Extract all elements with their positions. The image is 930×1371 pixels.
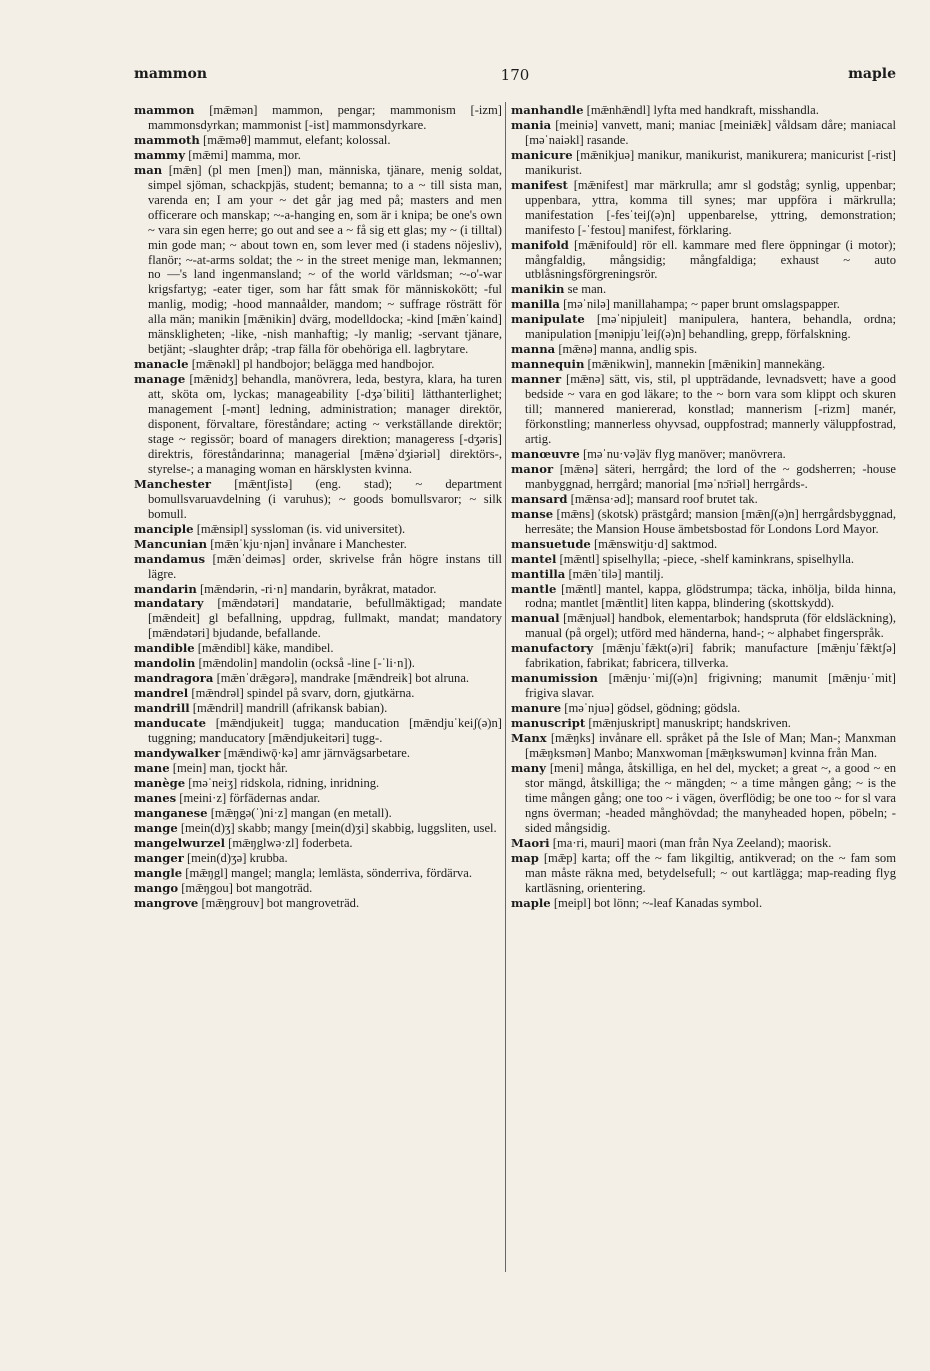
entry-headword: manes — [134, 790, 177, 805]
entry-headword: mantle — [511, 581, 557, 596]
dictionary-entry — [511, 492, 896, 507]
dictionary-entry — [511, 552, 896, 567]
entry-headword: manner — [511, 372, 562, 387]
entry-headword: manipulate — [511, 312, 585, 327]
entry-definition: [mǣnə] sätt, vis, stil, pl uppträdande, levnadsvett; have a good bedside ~ vara en god läkare; to the ~ born vara som klippt och skuren till; mannered maniererad, konstlad; mannerism [-rizm] manér, förkonstling; mannerless ohyvsad, ouppfostrad; mannerly väluppfostrad, artig. — [525, 372, 896, 446]
entry-definition: [mǣŋgrouv] bot mangroveträd. — [201, 895, 360, 910]
entry-headword: Maori — [511, 835, 550, 850]
dictionary-entry — [511, 671, 896, 701]
entry-definition: [meipl] bot lönn; ~-leaf Kanadas symbol. — [553, 895, 763, 910]
entry-headword: mannequin — [511, 357, 585, 372]
dictionary-entry — [511, 357, 896, 372]
entry-headword: mango — [134, 880, 179, 895]
entry-definition: [mǣŋglwə·zl] foderbeta. — [228, 835, 353, 850]
dictionary-entry — [511, 701, 896, 716]
entry-definition: [mǣp] karta; off the ~ fam likgiltig, antikverad; on the ~ fam som man måste räkna med, betydelsefull; ~ out kartlägga; map-reading flyg kartläsning, orientering. — [525, 850, 896, 895]
entry-headword: mane — [134, 760, 170, 775]
entry-definition: [mǣntʃistə] (eng. stad); ~ department bomullsvaruavdelning (i varuhus); ~ goods bomullsvaror; ~ silk bomull. — [148, 476, 503, 521]
entry-definition: [mǣndibl] käke, mandibel. — [197, 641, 334, 656]
entry-definition: [mǣnˈkju·njən] invånare i Manchester. — [210, 536, 407, 551]
entry-definition: [mǣndolin] mandolin (också -line [-ˈli·n]). — [198, 656, 415, 671]
entry-definition: [mǣnjuəl] handbok, elementarbok; handspruta (för eldsläckning), manual (på orgel); utförd med händerna, hand-; ~ alphabet fingerspråk. — [525, 611, 896, 641]
dictionary-entry — [134, 148, 502, 163]
entry-headword: mansard — [511, 491, 568, 506]
entry-definition: [meiniə] vanvett, mani; maniac [meiniǣk] våldsam dåre; maniacal [məˈnaiəkl] rasande. — [525, 117, 896, 147]
entry-headword: man — [134, 162, 163, 177]
dictionary-entry — [511, 567, 896, 582]
entry-headword: Mancunian — [134, 536, 208, 551]
entry-headword: mammy — [134, 147, 186, 162]
dictionary-entry — [511, 716, 896, 731]
entry-headword: manilla — [511, 297, 560, 312]
dictionary-entry — [511, 851, 896, 896]
dictionary-entry — [134, 596, 502, 641]
dictionary-entry — [134, 836, 502, 851]
entry-definition: [mǣnsipl] syssloman (is. vid universitet). — [196, 521, 406, 536]
dictionary-entry — [134, 103, 502, 133]
entry-headword: mandragora — [134, 671, 214, 686]
entry-headword: map — [511, 850, 539, 865]
entry-definition: [məˈnjuə] gödsel, gödning; gödsla. — [564, 701, 741, 716]
entry-definition: [mǣndrəl] spindel på svarv, dorn, gjutkärna. — [191, 686, 415, 701]
entry-definition: [mǣnswitju·d] saktmod. — [593, 536, 718, 551]
dictionary-entry — [511, 118, 896, 148]
left-column — [134, 103, 502, 910]
right-column — [511, 103, 896, 910]
dictionary-entry — [511, 896, 896, 911]
entry-headword: mammon — [134, 103, 195, 117]
entry-definition: [məˈneiʒ] ridskola, ridning, inridning. — [188, 775, 380, 790]
entry-definition: [mǣn] (pl men [men]) man, människa, tjänare, menig soldat, simpel sjöman, schackpjäs, student; bemanna; to a ~ till sista man, varenda en; I am your ~ det går jag med på; masters and men officerare och manskap; ~-a-hanging en, som är i knipa; be one's own ~ vara sin egen herre; go out and see a ~ få sig ett glas; my ~ (i tilltal) min gode man; ~ about town en, som lever med (i stadens nöjesliv), flanör; ~-at-arms soldat; the ~ in the street menige man, lekmannen; no —'s land ingenmansland; ~ of the world världsman; ~-o'-war krigsfartyg; -eater tiger, som har fått smak för människokött; -ful manlig, modig; -hood mannaålder, mandom; ~ suffrage rösträtt för alla män; manikin [mǣnikin] dvärg, modelldocka; -kind [mǣnˈkaind] mänskligheten; -like, -nish manhaftig; -ly manlig; -servant tjänare, betjänt; -slaughter dråp; -trap fälla för obehöriga ell. lagbrytare. — [148, 162, 502, 357]
dictionary-entry — [134, 866, 502, 881]
entry-definition: [mǣnifould] rör ell. kammare med flere öppningar (i motor); mångfaldig, mångsidig; mångfaldiga; exhaust ~ auto utblåsningsförgreningsrör. — [525, 237, 897, 282]
dictionary-entry — [511, 582, 896, 612]
entry-headword: mandywalker — [134, 745, 221, 760]
entry-headword: manor — [511, 461, 554, 476]
dictionary-entry — [511, 372, 896, 447]
entry-headword: mammoth — [134, 132, 200, 147]
entry-headword: manual — [511, 611, 560, 626]
entry-definition: [mǣndətəri] mandatarie, befullmäktigad; mandate [mǣndeit] gl befallning, uppdrag, fullmakt, mandat; mandatory [mǣndətəri] bjudande, befallande. — [148, 596, 502, 641]
entry-headword: mandrel — [134, 686, 189, 701]
entry-definition: [mǣndril] mandrill (afrikansk babian). — [192, 701, 388, 716]
entry-definition: [mǣŋgə(ˈ)ni·z] mangan (en metall). — [210, 805, 392, 820]
entry-headword: manikin — [511, 282, 565, 297]
dictionary-entry — [134, 641, 502, 656]
entry-headword: maple — [511, 895, 551, 910]
dictionary-entry — [511, 537, 896, 552]
entry-headword: many — [511, 760, 546, 775]
dictionary-entry — [134, 851, 502, 866]
entry-definition: [mǣnidʒ] behandla, manövrera, leda, bestyra, klara, ha turen att, sköta om, lyckas; manageability [-dʒəˈbiliti] lätthanterlighet; management [-mənt] ledning, administration; manager direktör, disponent, förvaltare, föreståndare; acting ~ verkställande direktör; stage ~ regissör; board of managers direktion; manageress [-dʒəris] direktris, föreståndarinna; managerial [mǣnəˈdʒiəriəl] direktörs-, styrelse-; a managing woman en härsklysten kvinna. — [148, 372, 502, 476]
dictionary-entry — [134, 372, 502, 477]
entry-headword: manifold — [511, 237, 569, 252]
page-number: 170 — [500, 66, 530, 84]
dictionary-entry — [134, 896, 502, 911]
entry-headword: mangle — [134, 865, 183, 880]
entry-definition: [mǣnˈtilə] mantilj. — [568, 566, 664, 581]
entry-definition: [meni] många, åtskilliga, en hel del, mycket; a great ~, a good ~ en stor mängd, åtskilliga; the ~ mängden; ~ a time mången gång; ~ is the time mången gång; one too ~ i vägen, överflödig; be one too ~ for sl vara ngns överman; -headed månghövdad; the manyheaded hopen, pöbeln; -sided mångsidig. — [525, 760, 896, 835]
entry-definition: [məˈnu·və]äv flyg manöver; manövrera. — [582, 446, 786, 461]
dictionary-entry — [511, 238, 896, 283]
entry-definition: [mǣndiwǭ·kə] amr järnvägsarbetare. — [223, 745, 411, 760]
dictionary-entry — [134, 671, 502, 686]
entry-definition: [mǣnifest] mar märkrulla; amr sl godståg; synlig, uppenbar; uppenbara, yttra, komma till synes; mar uppföra i märkrulla; manifestation [-fesˈteiʃ(ə)n] uppenbarelse, yttring, demonstration; manifesto [-ˈfestou] manifest, förklaring. — [525, 177, 896, 237]
dictionary-entry — [511, 297, 896, 312]
entry-headword: mandatary — [134, 596, 204, 611]
entry-definition: [mǣnəkl] pl handbojor; belägga med handbojor. — [191, 357, 435, 372]
entry-headword: manhandle — [511, 103, 584, 117]
entry-definition: [mǣndərin, -ri·n] mandarin, byråkrat, matador. — [199, 581, 437, 596]
dictionary-entry — [134, 537, 502, 552]
entry-headword: manna — [511, 342, 556, 357]
entry-definition: [mǣntl] spiselhylla; -piece, -shelf kaminkrans, spiselhylla. — [559, 551, 855, 566]
dictionary-entry — [134, 357, 502, 372]
entry-headword: Manchester — [134, 476, 212, 491]
entry-headword: manage — [134, 372, 186, 387]
entry-headword: Manx — [511, 731, 547, 746]
entry-definition: [mǣnˈdrǣgərə], mandrake [mǣndreik] bot alruna. — [216, 671, 470, 686]
entry-headword: manumission — [511, 671, 598, 686]
dictionary-entry — [511, 611, 896, 641]
dictionary-entry — [134, 686, 502, 701]
dictionary-entry — [511, 103, 896, 118]
dictionary-entry — [511, 447, 896, 462]
entry-headword: manger — [134, 850, 184, 865]
dictionary-entry — [134, 791, 502, 806]
entry-definition: [mǣnsa·əd]; mansard roof brutet tak. — [570, 491, 758, 506]
entry-headword: manganese — [134, 805, 208, 820]
entry-definition: [mǣnə] manna, andlig spis. — [558, 342, 698, 357]
dictionary-entry — [134, 701, 502, 716]
column-divider — [505, 102, 506, 1272]
entry-definition: [mǣŋks] invånare ell. språket på the Isle of Man; Man-; Manxman [mǣŋksmən] Manbo; Manxwoman [mǣŋkswumən] kvinna från Man. — [525, 731, 896, 760]
dictionary-entry — [511, 178, 896, 238]
dictionary-entry — [134, 477, 502, 522]
entry-definition: [mǣnikwin], mannekin [mǣnikin] mannekäng. — [587, 357, 826, 372]
entry-definition: [məˈnilə] manillahampa; ~ paper brunt omslagspapper. — [563, 297, 840, 312]
entry-definition: [məˈnipjuleit] manipulera, hantera, behandla, ordna; manipulation [mənipjuˈleiʃ(ə)n] behandling, grepp, förfalskning. — [525, 312, 896, 342]
dictionary-entry — [511, 282, 896, 297]
entry-definition: [mein] man, tjockt hår. — [172, 760, 288, 775]
dictionary-entry — [134, 821, 502, 836]
entry-headword: manure — [511, 701, 562, 716]
dictionary-entry — [511, 312, 896, 342]
entry-headword: mandible — [134, 641, 195, 656]
entry-definition: [mein(d)ʒə] krubba. — [186, 850, 288, 865]
entry-headword: manège — [134, 775, 186, 790]
dictionary-entry — [134, 776, 502, 791]
entry-headword: manuscript — [511, 716, 586, 731]
dictionary-entry — [134, 582, 502, 597]
entry-headword: mandarin — [134, 581, 197, 596]
entry-definition: [mǣŋgl] mangel; mangla; lemlästa, sönderriva, fördärva. — [185, 865, 472, 880]
entry-headword: mandamus — [134, 551, 206, 566]
entry-headword: manufactory — [511, 641, 594, 656]
entry-definition: [mǣmən] mammon, pengar; mammonism [-izm] mammonsdyrkan; mammonist [-ist] mammonsdyrkare. — [148, 103, 503, 132]
entry-definition: [meini·z] förfädernas andar. — [179, 790, 321, 805]
entry-definition: [ma·ri, mauri] maori (man från Nya Zeeland); maorisk. — [552, 835, 832, 850]
entry-definition: [mǣns] (skotsk) prästgård; mansion [mǣnʃ(ə)n] herrgårdsbyggnad, herresäte; the Mansion House ämbetsbostad för Londons Lord Mayor. — [525, 506, 897, 536]
entry-definition: [mǣnə] säteri, herrgård; the lord of the ~ godsherren; -house manbyggnad, herrgård; manorial [məˈnɔ̄riəl] herrgårds-. — [525, 461, 896, 491]
entry-headword: manse — [511, 506, 554, 521]
entry-definition: [mǣntl] mantel, kappa, glödstrumpa; täcka, inhölja, bilda hinna, rodna; mantlet [mǣntlit] liten kappa, blindering (skottskydd). — [525, 581, 896, 611]
guide-word-left: mammon — [134, 66, 208, 82]
entry-headword: mangelwurzel — [134, 835, 225, 850]
entry-headword: mandrill — [134, 701, 190, 716]
entry-headword: mandolin — [134, 656, 196, 671]
entry-definition: [mǣnikjuə] manikur, manikurist, manikurera; manicurist [-rist] manikurist. — [525, 147, 897, 177]
entry-headword: manifest — [511, 177, 568, 192]
dictionary-entry — [134, 761, 502, 776]
dictionary-entry — [511, 342, 896, 357]
entry-definition: [mǣməθ] mammut, elefant; kolossal. — [203, 132, 391, 147]
guide-word-right: maple — [848, 66, 896, 82]
entry-headword: manciple — [134, 521, 194, 536]
entry-headword: mangrove — [134, 895, 199, 910]
entry-headword: manducate — [134, 716, 207, 731]
entry-headword: manœuvre — [511, 446, 580, 461]
entry-definition: [mein(d)ʒ] skabb; mangy [mein(d)ʒi] skabbig, luggsliten, usel. — [180, 820, 497, 835]
dictionary-entry — [511, 462, 896, 492]
entry-definition: [mǣnjuˈfǣkt(ə)ri] fabrik; manufacture [mǣnjuˈfǣktʃə] fabrikation, fabrikat; fabricera, tillverka. — [525, 641, 896, 671]
entry-definition: se man. — [567, 282, 607, 297]
dictionary-entry — [511, 731, 896, 761]
entry-headword: mange — [134, 820, 178, 835]
entry-definition: [mǣŋgou] bot mangoträd. — [181, 880, 313, 895]
page-header — [134, 66, 896, 88]
dictionary-entry — [134, 716, 502, 746]
dictionary-entry — [134, 656, 502, 671]
dictionary-entry — [134, 552, 502, 582]
dictionary-entry — [511, 641, 896, 671]
entry-definition: [mǣmi] mamma, mor. — [188, 147, 301, 162]
entry-headword: mania — [511, 117, 552, 132]
dictionary-entry — [134, 133, 502, 148]
entry-headword: mansuetude — [511, 536, 591, 551]
entry-headword: mantilla — [511, 566, 566, 581]
entry-definition: [mǣnˈdeiməs] order, skrivelse från högre instans till lägre. — [148, 551, 502, 581]
entry-headword: manacle — [134, 357, 189, 372]
entry-definition: [mǣnhǣndl] lyfta med handkraft, misshandla. — [586, 103, 819, 117]
entry-headword: manicure — [511, 147, 573, 162]
entry-definition: [mǣndjukeit] tugga; manducation [mǣndjuˈkeiʃ(ə)n] tuggning; manducatory [mǣndjukeitəri] tugg-. — [148, 716, 502, 746]
dictionary-entry — [511, 507, 896, 537]
dictionary-entry — [134, 163, 502, 357]
dictionary-entry — [511, 836, 896, 851]
entry-definition: [mǣnju·ˈmiʃ(ə)n] frigivning; manumit [mǣnju·ˈmit] frigiva slavar. — [525, 671, 896, 701]
dictionary-entry — [511, 148, 896, 178]
dictionary-entry — [134, 806, 502, 821]
entry-definition: [mǣnjuskript] manuskript; handskriven. — [588, 716, 791, 731]
dictionary-entry — [134, 881, 502, 896]
dictionary-entry — [134, 522, 502, 537]
dictionary-entry — [134, 746, 502, 761]
dictionary-entry — [511, 761, 896, 836]
entry-headword: mantel — [511, 551, 557, 566]
